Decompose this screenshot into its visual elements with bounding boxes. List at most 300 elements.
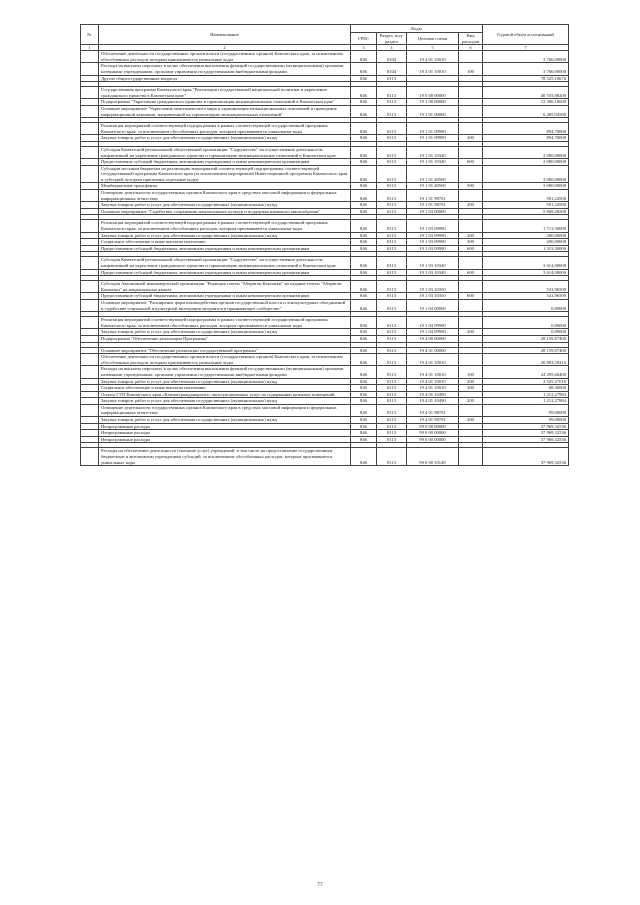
row-num-cell (81, 208, 99, 215)
row-amount-cell: 28 159,87400 (483, 347, 569, 354)
row-amount-cell: 28 159,87400 (483, 335, 569, 342)
row-grbs-cell: 846 (351, 417, 377, 424)
row-num-cell (81, 146, 99, 158)
row-amount-cell: 2 000,00000 (483, 159, 569, 166)
table-row (81, 430, 569, 437)
row-exp-type-cell (459, 448, 483, 466)
row-target-cell: 19 1 04 09990 (407, 329, 459, 336)
row-grbs-cell: 846 (351, 87, 377, 99)
row-target-cell: 19 4 01 10010 (407, 366, 459, 378)
table-row (81, 190, 569, 202)
row-amount-cell: 6 485,94500 (483, 105, 569, 117)
row-name-cell: Расходы на обеспечение деятельности (оказание услуг) учреждений, в том числе на предоставление государственным бюджетным и автономным учреждениям субсидий, за исключением обособленных расходов, которым присваиваются уникальные коды (99, 448, 351, 466)
row-name-cell: Субсидия Камчатской региональной общественной организации "Содружество" на осуществление деятельности, направленной на укрепление гражданского единства и гармонизацию межнациональных отношений в Камчатском крае (99, 146, 351, 158)
row-exp-type-cell (459, 354, 483, 366)
table-row (81, 293, 569, 300)
row-section-cell: 0113 (377, 335, 407, 342)
table-row (81, 75, 569, 82)
row-num-cell (81, 404, 99, 416)
row-target-cell: 19 4 01 10010 (407, 378, 459, 385)
row-section-cell: 0113 (377, 366, 407, 378)
row-target-cell: 99 0 00 00000 (407, 423, 459, 430)
row-exp-type-cell: 600 (459, 269, 483, 276)
row-section-cell: 0113 (377, 293, 407, 300)
row-amount-cell: 99,00000 (483, 404, 569, 416)
col-number: 1 (81, 45, 99, 51)
col-number: 3 (351, 45, 377, 51)
row-grbs-cell: 846 (351, 398, 377, 405)
row-target-cell: 19 1 04 09990 (407, 317, 459, 329)
row-section-cell: 0113 (377, 232, 407, 239)
row-name-cell: Государственная программа Камчатского края "Реализация государственной национальной политики и укрепление гражданского единства в Камчатском крае" (99, 87, 351, 99)
row-exp-type-cell (459, 75, 483, 82)
row-num-cell (81, 299, 99, 311)
row-exp-type-cell: 200 (459, 135, 483, 142)
row-amount-cell: 78 525,10676 (483, 75, 569, 82)
table-row (81, 208, 569, 215)
row-target-cell: 19 4 01 10010 (407, 51, 459, 63)
col-number: 2 (99, 45, 351, 51)
row-grbs-cell: 846 (351, 51, 377, 63)
row-num-cell (81, 159, 99, 166)
row-name-cell: Предоставление субсидий бюджетным, автономным учреждениям и иным некоммерческим организациям (99, 245, 351, 252)
row-section-cell: 0113 (377, 436, 407, 443)
row-num-cell (81, 423, 99, 430)
row-grbs-cell: 846 (351, 257, 377, 269)
row-section-cell: 0113 (377, 257, 407, 269)
row-num-cell (81, 105, 99, 117)
row-target-cell: 19 4 01 10010 (407, 63, 459, 75)
row-amount-cell: 37 969,32536 (483, 423, 569, 430)
table-row (81, 391, 569, 398)
row-name-cell: Освещение деятельности государственных органов Камчатского края в средствах массовой информации и федеральных информационных агентствах (99, 190, 351, 202)
table-row (81, 183, 569, 190)
row-amount-cell: 40 555,98200 (483, 87, 569, 99)
row-grbs-cell: 846 (351, 385, 377, 392)
row-target-cell: 19 4 01 98701 (407, 404, 459, 416)
row-name-cell: Непрограммные расходы (99, 423, 351, 430)
row-amount-cell: 2 000,00000 (483, 146, 569, 158)
header-name: Наименование (99, 25, 351, 45)
row-grbs-cell: 846 (351, 347, 377, 354)
row-target-cell: 19 1 03 10350 (407, 281, 459, 293)
table-row (81, 347, 569, 354)
row-section-cell: 0113 (377, 208, 407, 215)
row-target-cell: 99 0 00 10140 (407, 448, 459, 466)
table-row (81, 436, 569, 443)
row-num-cell (81, 232, 99, 239)
col-number: 7 (483, 45, 569, 51)
row-amount-cell: 99,00000 (483, 417, 569, 424)
row-name-cell: Реализация мероприятий соответствующей подпрограммы в рамках соответствующей государственной программы Камчатского края, за исключением обособленных расходов, которым присваиваются уникальные коды (99, 317, 351, 329)
row-amount-cell: 0,89000 (483, 299, 569, 311)
row-section-cell: 0113 (377, 378, 407, 385)
row-exp-type-cell (459, 51, 483, 63)
row-grbs-cell: 846 (351, 232, 377, 239)
table-row (81, 257, 569, 269)
col-number: 6 (459, 45, 483, 51)
row-amount-cell: 3 000,00000 (483, 183, 569, 190)
row-name-cell: Непрограммные расходы (99, 436, 351, 443)
row-grbs-cell: 846 (351, 378, 377, 385)
row-name-cell: Закупка товаров, работ и услуг для обеспечения государственных (муниципальных) нужд (99, 329, 351, 336)
row-num-cell (81, 436, 99, 443)
row-section-cell: 0113 (377, 220, 407, 232)
row-amount-cell: 200,00000 (483, 239, 569, 246)
row-num-cell (81, 87, 99, 99)
row-amount-cell: 3 614,00000 (483, 257, 569, 269)
row-grbs-cell: 846 (351, 391, 377, 398)
row-exp-type-cell (459, 423, 483, 430)
row-exp-type-cell (459, 335, 483, 342)
row-grbs-cell: 846 (351, 366, 377, 378)
header-codes: Коды (351, 25, 483, 33)
table-row (81, 366, 569, 378)
row-num-cell (81, 448, 99, 466)
row-section-cell: 0113 (377, 245, 407, 252)
row-amount-cell: 3 614,00000 (483, 269, 569, 276)
row-grbs-cell: 846 (351, 202, 377, 209)
table-row (81, 299, 569, 311)
row-exp-type-cell: 200 (459, 417, 483, 424)
row-amount-cell: 37 969,32536 (483, 436, 569, 443)
row-target-cell: 99 0 00 00000 (407, 436, 459, 443)
row-name-cell: Основное мероприятие "Содействие сохранению национальных культур и поддержка языкового многообразия" (99, 208, 351, 215)
row-grbs-cell: 846 (351, 99, 377, 106)
row-section-cell: 0113 (377, 398, 407, 405)
table-row (81, 329, 569, 336)
row-num-cell (81, 417, 99, 424)
row-section-cell: 0113 (377, 329, 407, 336)
row-section-cell: 0113 (377, 385, 407, 392)
row-amount-cell: 3 766,00000 (483, 63, 569, 75)
row-exp-type-cell: 500 (459, 183, 483, 190)
row-target-cell: 19 1 01 40560 (407, 165, 459, 183)
table-row (81, 354, 569, 366)
row-amount-cell: 0,89000 (483, 317, 569, 329)
row-section-cell: 0113 (377, 404, 407, 416)
row-grbs-cell: 846 (351, 208, 377, 215)
row-amount-cell: 1 713,30000 (483, 220, 569, 232)
row-num-cell (81, 183, 99, 190)
row-target-cell: 19 1 01 10340 (407, 159, 459, 166)
row-num-cell (81, 335, 99, 342)
row-exp-type-cell: 600 (459, 245, 483, 252)
col-number: 5 (407, 45, 459, 51)
row-section-cell: 0113 (377, 105, 407, 117)
row-name-cell: Субсидия Автономной некоммерческой организации "Редакция газеты "Абориген Камчатки" на издание газеты "Абориген Камчатки" на национальных языках (99, 281, 351, 293)
header-grbs: ГРБС (351, 33, 377, 45)
row-amount-cell: 5 869,26500 (483, 208, 569, 215)
header-target: Целевая статья (407, 33, 459, 45)
row-section-cell: 0113 (377, 347, 407, 354)
row-section-cell: 0113 (377, 202, 407, 209)
row-exp-type-cell (459, 430, 483, 437)
table-row (81, 385, 569, 392)
row-amount-cell: 3 766,00000 (483, 51, 569, 63)
row-grbs-cell: 846 (351, 430, 377, 437)
table-row (81, 232, 569, 239)
header-num: № (81, 25, 99, 45)
row-grbs-cell: 846 (351, 183, 377, 190)
table-row (81, 105, 569, 117)
table-row (81, 335, 569, 342)
row-target-cell: 19 1 03 00000 (407, 208, 459, 215)
row-grbs-cell: 846 (351, 299, 377, 311)
row-num-cell (81, 257, 99, 269)
row-name-cell: Закупка товаров, работ и услуг для обеспечения государственных (муниципальных) нужд (99, 378, 351, 385)
table-row (81, 448, 569, 466)
table-row (81, 123, 569, 135)
table-row (81, 423, 569, 430)
row-exp-type-cell: 200 (459, 202, 483, 209)
row-target-cell: 19 1 03 09990 (407, 239, 459, 246)
row-exp-type-cell (459, 146, 483, 158)
row-target-cell: 19 4 00 00000 (407, 335, 459, 342)
row-num-cell (81, 99, 99, 106)
row-grbs-cell: 846 (351, 293, 377, 300)
row-target-cell: 19 1 00 00000 (407, 99, 459, 106)
row-exp-type-cell: 200 (459, 232, 483, 239)
row-grbs-cell: 846 (351, 75, 377, 82)
table-row (81, 220, 569, 232)
row-exp-type-cell (459, 87, 483, 99)
row-num-cell (81, 220, 99, 232)
row-target-cell: 19 4 01 00000 (407, 347, 459, 354)
row-num-cell (81, 75, 99, 82)
row-grbs-cell: 846 (351, 220, 377, 232)
row-amount-cell: 37 969,32536 (483, 430, 569, 437)
row-amount-cell: 541,96500 (483, 293, 569, 300)
row-name-cell: Другие общегосударственные вопросы (99, 75, 351, 82)
row-num-cell (81, 135, 99, 142)
row-exp-type-cell (459, 105, 483, 117)
row-target-cell: 99 0 00 00000 (407, 430, 459, 437)
row-exp-type-cell (459, 317, 483, 329)
row-name-cell: Расходы на выплаты персоналу в целях обеспечения выполнения функций государственными (муниципальными) органами, казенными учреждениями, органами управления государственными внебюджетными фондами (99, 63, 351, 75)
row-exp-type-cell: 100 (459, 63, 483, 75)
row-name-cell: Подпрограмма "Укрепление гражданского единства и гармонизация межнациональных отношений в Камчатском крае" (99, 99, 351, 106)
row-amount-cell: 0,89000 (483, 329, 569, 336)
row-grbs-cell: 846 (351, 190, 377, 202)
row-num-cell (81, 385, 99, 392)
row-target-cell: 19 1 01 00000 (407, 105, 459, 117)
row-section-cell: 0113 (377, 135, 407, 142)
row-exp-type-cell: 300 (459, 239, 483, 246)
row-name-cell: Подпрограмма "Обеспечение реализации Программы" (99, 335, 351, 342)
row-name-cell: Субсидии местным бюджетам на реализацию мероприятий соответствующей подпрограммы соответствующей государственной программы Камчатского края (за исключением мероприятий Инвестиционной программы Камчатского края и субсидий, которым присвоены отдельные коды) (99, 165, 351, 183)
row-section-cell: 0104 (377, 51, 407, 63)
row-target-cell: 19 0 00 00000 (407, 87, 459, 99)
row-name-cell: Закупка товаров, работ и услуг для обеспечения государственных (муниципальных) нужд (99, 202, 351, 209)
row-name-cell: Закупка товаров, работ и услуг для обеспечения государственных (муниципальных) нужд (99, 232, 351, 239)
row-num-cell (81, 378, 99, 385)
row-amount-cell: 894,70000 (483, 123, 569, 135)
table-row (81, 87, 569, 99)
header-amount: Годовой объем ассигнований (483, 25, 569, 45)
row-target-cell: 19 1 03 10340 (407, 269, 459, 276)
table-row (81, 378, 569, 385)
row-name-cell: Непрограммные расходы (99, 430, 351, 437)
row-num-cell (81, 329, 99, 336)
header-section: Раздел, под-раздел (377, 33, 407, 45)
row-grbs-cell: 846 (351, 317, 377, 329)
row-exp-type-cell: 200 (459, 329, 483, 336)
row-section-cell: 0113 (377, 269, 407, 276)
row-exp-type-cell (459, 347, 483, 354)
row-amount-cell: 68,30000 (483, 385, 569, 392)
row-name-cell: Освещение деятельности государственных органов Камчатского края в средствах массовой информации и федеральных информационных агентствах (99, 404, 351, 416)
row-name-cell: Предоставление субсидий бюджетным, автономным учреждениям и иным некоммерческим организациям (99, 269, 351, 276)
row-amount-cell: 1 313,30000 (483, 245, 569, 252)
row-target-cell: 19 1 01 40560 (407, 183, 459, 190)
row-num-cell (81, 366, 99, 378)
row-exp-type-cell: 200 (459, 378, 483, 385)
row-amount-cell: 591,24500 (483, 202, 569, 209)
row-exp-type-cell (459, 299, 483, 311)
row-grbs-cell: 846 (351, 448, 377, 466)
row-target-cell: 19 4 01 98701 (407, 417, 459, 424)
row-section-cell: 0113 (377, 423, 407, 430)
row-section-cell: 0113 (377, 391, 407, 398)
row-exp-type-cell (459, 99, 483, 106)
row-section-cell: 0113 (377, 123, 407, 135)
row-amount-cell: 200,00000 (483, 232, 569, 239)
table-row (81, 202, 569, 209)
row-num-cell (81, 63, 99, 75)
row-section-cell: 0113 (377, 299, 407, 311)
row-num-cell (81, 281, 99, 293)
row-name-cell: Расходы на выплаты персоналу в целях обеспечения выполнения функций государственными (муниципальными) органами, казенными учреждениями, органами управления государственными внебюджетными фондами (99, 366, 351, 378)
table-row (81, 269, 569, 276)
table-row (81, 404, 569, 416)
page-number: 77 (317, 882, 323, 888)
row-exp-type-cell (459, 220, 483, 232)
row-grbs-cell: 846 (351, 281, 377, 293)
row-name-cell: Основное мероприятие "Обеспечение реализации государственной программы" (99, 347, 351, 354)
row-section-cell: 0113 (377, 317, 407, 329)
row-target-cell: 19 1 01 10340 (407, 146, 459, 158)
row-section-cell: 0113 (377, 99, 407, 106)
row-section-cell: 0113 (377, 183, 407, 190)
row-section-cell: 0113 (377, 165, 407, 183)
table-row (81, 239, 569, 246)
row-amount-cell: 24 295,66400 (483, 366, 569, 378)
row-num-cell (81, 398, 99, 405)
row-section-cell: 0113 (377, 430, 407, 437)
table-row (81, 281, 569, 293)
header-exp-type: Вид расходов (459, 33, 483, 45)
row-num-cell (81, 269, 99, 276)
row-exp-type-cell (459, 190, 483, 202)
row-num-cell (81, 190, 99, 202)
row-amount-cell: 541,96500 (483, 281, 569, 293)
row-grbs-cell: 846 (351, 423, 377, 430)
row-grbs-cell: 846 (351, 146, 377, 158)
row-name-cell: Оплата ГУП Камчатского края «Камчатгражданпроект» эксплуатационных услуг по содержанию нежилых помещений (99, 391, 351, 398)
row-target-cell: 19 1 04 00000 (407, 299, 459, 311)
row-exp-type-cell (459, 123, 483, 135)
row-target-cell: 19 1 01 09990 (407, 123, 459, 135)
table-row (81, 99, 569, 106)
row-target-cell: 19 4 01 10490 (407, 391, 459, 398)
row-amount-cell: 591,24500 (483, 190, 569, 202)
row-target-cell: 19 1 03 09990 (407, 245, 459, 252)
row-num-cell (81, 202, 99, 209)
row-target-cell: 19 1 01 98701 (407, 202, 459, 209)
row-target-cell: 19 4 01 10010 (407, 385, 459, 392)
row-name-cell: Основное мероприятие "Расширение форм взаимодействия органов государственной власти и этнокультурных объединений и содействие социальной и культурной интеграции мигрантов в принимающее сообщество" (99, 299, 351, 311)
row-num-cell (81, 293, 99, 300)
row-section-cell: 0113 (377, 417, 407, 424)
row-exp-type-cell (459, 208, 483, 215)
table-row (81, 417, 569, 424)
row-grbs-cell: 846 (351, 123, 377, 135)
row-exp-type-cell (459, 436, 483, 443)
row-exp-type-cell: 300 (459, 385, 483, 392)
row-target-cell: 19 1 01 98701 (407, 190, 459, 202)
row-num-cell (81, 51, 99, 63)
table-row (81, 245, 569, 252)
table-row (81, 317, 569, 329)
row-exp-type-cell (459, 165, 483, 183)
row-grbs-cell: 846 (351, 335, 377, 342)
row-name-cell: Межбюджетные трансферты (99, 183, 351, 190)
row-name-cell: Обеспечение деятельности государственных органов власти (государственных органов) Камчатского края, за исключением обособленных расходов, которым присваиваются уникальные коды (99, 51, 351, 63)
table-row (81, 135, 569, 142)
row-name-cell: Обеспечение деятельности государственных органов власти (государственных органов) Камчатского края, за исключением обособленных расходов, которым присваиваются уникальные коды (99, 354, 351, 366)
row-name-cell: Закупка товаров, работ и услуг для обеспечения государственных (муниципальных) нужд (99, 398, 351, 405)
row-name-cell: Основное мероприятие "Укрепление межэтнического мира и гармонизация межнациональных отношений и проведение информационной кампании, направленной на гармонизацию межнациональных отношений" (99, 105, 351, 117)
row-grbs-cell: 846 (351, 329, 377, 336)
row-num-cell (81, 317, 99, 329)
row-exp-type-cell (459, 257, 483, 269)
row-amount-cell: 3 000,00000 (483, 165, 569, 183)
row-num-cell (81, 245, 99, 252)
row-grbs-cell: 846 (351, 165, 377, 183)
row-section-cell: 0113 (377, 239, 407, 246)
row-name-cell: Закупка товаров, работ и услуг для обеспечения государственных (муниципальных) нужд (99, 417, 351, 424)
row-section-cell: 0113 (377, 87, 407, 99)
row-amount-cell: 37 969,32536 (483, 448, 569, 466)
row-amount-cell: 2 525,27016 (483, 378, 569, 385)
row-amount-cell: 1 212,27984 (483, 391, 569, 398)
row-grbs-cell: 846 (351, 269, 377, 276)
table-row (81, 398, 569, 405)
row-target-cell: 19 1 03 09990 (407, 232, 459, 239)
row-num-cell (81, 165, 99, 183)
row-section-cell: 0113 (377, 75, 407, 82)
row-name-cell: Закупка товаров, работ и услуг для обеспечения государственных (муниципальных) нужд (99, 135, 351, 142)
table-row (81, 146, 569, 158)
row-amount-cell: 894,70000 (483, 135, 569, 142)
row-amount-cell: 1 212,27984 (483, 398, 569, 405)
row-grbs-cell: 846 (351, 63, 377, 75)
table-row (81, 63, 569, 75)
row-exp-type-cell: 100 (459, 366, 483, 378)
row-target-cell: 19 4 01 10490 (407, 398, 459, 405)
budget-document (80, 24, 568, 466)
table-row (81, 51, 569, 63)
row-grbs-cell: 846 (351, 105, 377, 117)
row-grbs-cell: 846 (351, 135, 377, 142)
row-name-cell: Социальное обеспечение и иные выплаты населению (99, 239, 351, 246)
row-name-cell: Реализация мероприятий соответствующей подпрограммы в рамках соответствующей государственной программы Камчатского края, за исключением обособленных расходов, которым присваиваются уникальные коды (99, 123, 351, 135)
row-num-cell (81, 123, 99, 135)
row-section-cell: 0113 (377, 146, 407, 158)
row-exp-type-cell (459, 404, 483, 416)
row-section-cell: 0113 (377, 159, 407, 166)
